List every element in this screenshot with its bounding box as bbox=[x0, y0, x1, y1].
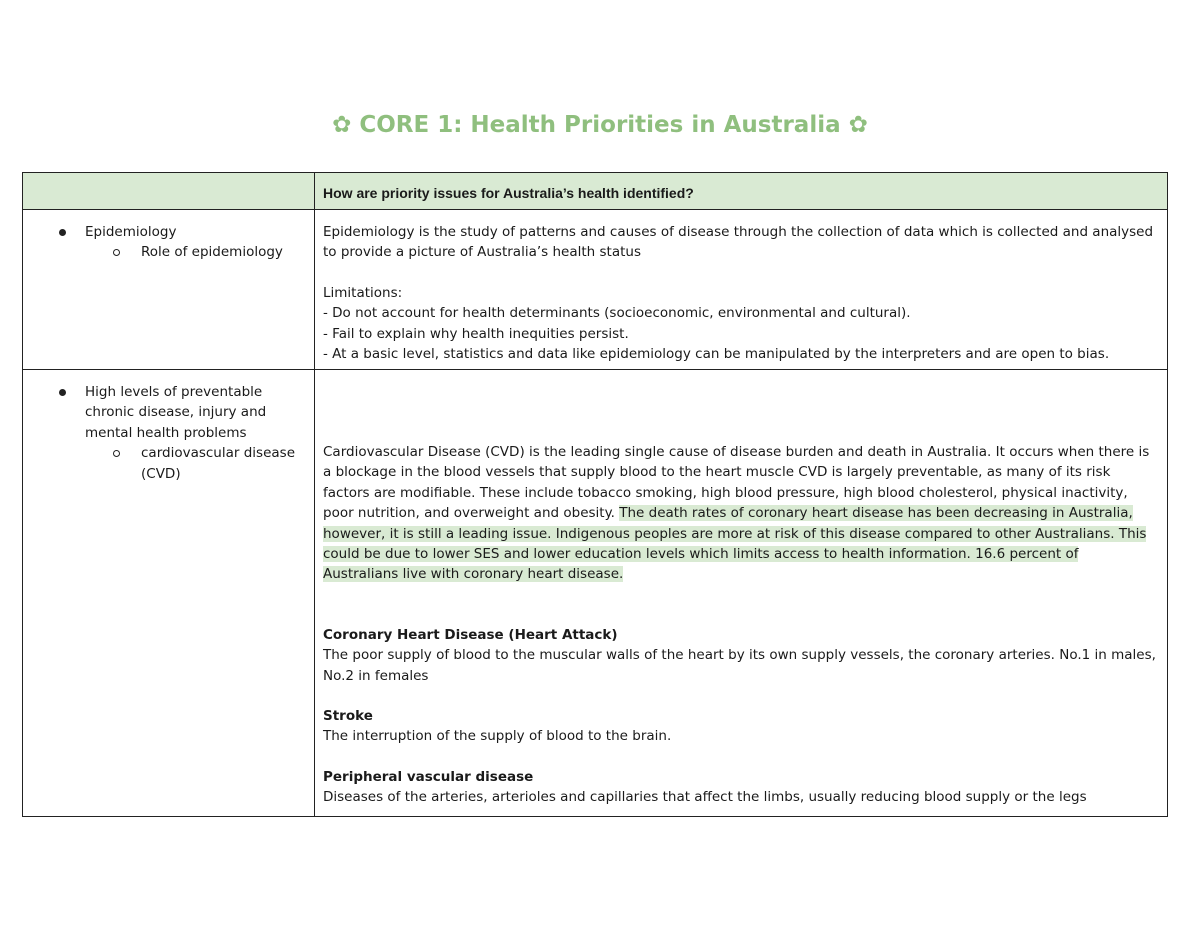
section-heading: Stroke bbox=[323, 708, 373, 725]
limitations-heading: Limitations: bbox=[323, 284, 403, 301]
page-title: ✿ CORE 1: Health Priorities in Australia ✿ bbox=[332, 112, 868, 138]
table-row-epidemiology bbox=[23, 209, 1167, 369]
content-cell bbox=[315, 210, 1167, 369]
limitation-item: - Do not account for health determinants (socioeconomic, environmental and cultural). bbox=[323, 305, 911, 322]
table-row-chronic-disease bbox=[23, 369, 1167, 816]
epidemiology-definition: Epidemiology is the study of patterns and causes of disease through the collection of data which is collected and analysed to provide a picture of Australia’s health status bbox=[323, 224, 1154, 261]
highlighted-text: The death rates of coronary heart disease has been decreasing in Australia, however, it is still a leading issue. Indigenous peoples are more at risk of this disease compared to other Australians. This could be due to lower SES and lower education levels which limits access to health information. 16.6 percent of bbox=[323, 505, 1147, 563]
subtopic-bullet: cardiovascular disease (CVD) bbox=[113, 443, 304, 484]
topic-cell bbox=[23, 210, 315, 369]
notes-table bbox=[22, 172, 1168, 817]
content-cell bbox=[315, 370, 1167, 816]
topic-bullet: High levels of preventable chronic disease, injury and mental health problems bbox=[59, 382, 304, 443]
subtopic-bullet: Role of epidemiology bbox=[113, 242, 304, 262]
section-heading: Coronary Heart Disease (Heart Attack) bbox=[323, 626, 618, 643]
header-question: How are priority issues for Australia’s health identified? bbox=[323, 185, 694, 201]
table-header-row bbox=[23, 173, 1167, 209]
header-empty-cell bbox=[23, 173, 315, 209]
highlighted-text: Australians live with coronary heart disease. bbox=[323, 566, 624, 583]
topic-bullet: Epidemiology bbox=[59, 222, 304, 242]
limitation-item: - At a basic level, statistics and data like epidemiology can be manipulated by the interpreters and are open to bias. bbox=[323, 346, 1110, 363]
limitation-item: - Fail to explain why health inequities persist. bbox=[323, 325, 629, 342]
cvd-paragraph: Cardiovascular Disease (CVD) is the leading single cause of disease burden and death in Australia. It occurs when there is a blockage in the blood vessels that supply blood to the heart muscle CVD is largely preventable, as many of its risk factors are modifiable. These include tobacco smoking, high blood pressure, high blood cholesterol, physical inactivity, poor nutrition, and overweight and obesity. The death rates of coronary heart disease has been decreasing in Australia, however, it is still a leading issue. Indigenous peoples are more at risk of this disease compared to other Australians. This could be due to lower SES and lower education levels which limits access to health information. 16.6 percent of Australians live with coronary heart disease. bbox=[323, 444, 1150, 583]
section-heading: Peripheral vascular disease bbox=[323, 768, 534, 785]
topic-cell bbox=[23, 370, 315, 816]
section-text: The poor supply of blood to the muscular walls of the heart by its own supply vessels, the coronary arteries. No.1 in males, No.2 in females bbox=[323, 647, 1156, 684]
section-text: The interruption of the supply of blood to the brain. bbox=[323, 728, 672, 745]
section-text: Diseases of the arteries, arterioles and capillaries that affect the limbs, usually reducing blood supply or the legs bbox=[323, 789, 1087, 806]
